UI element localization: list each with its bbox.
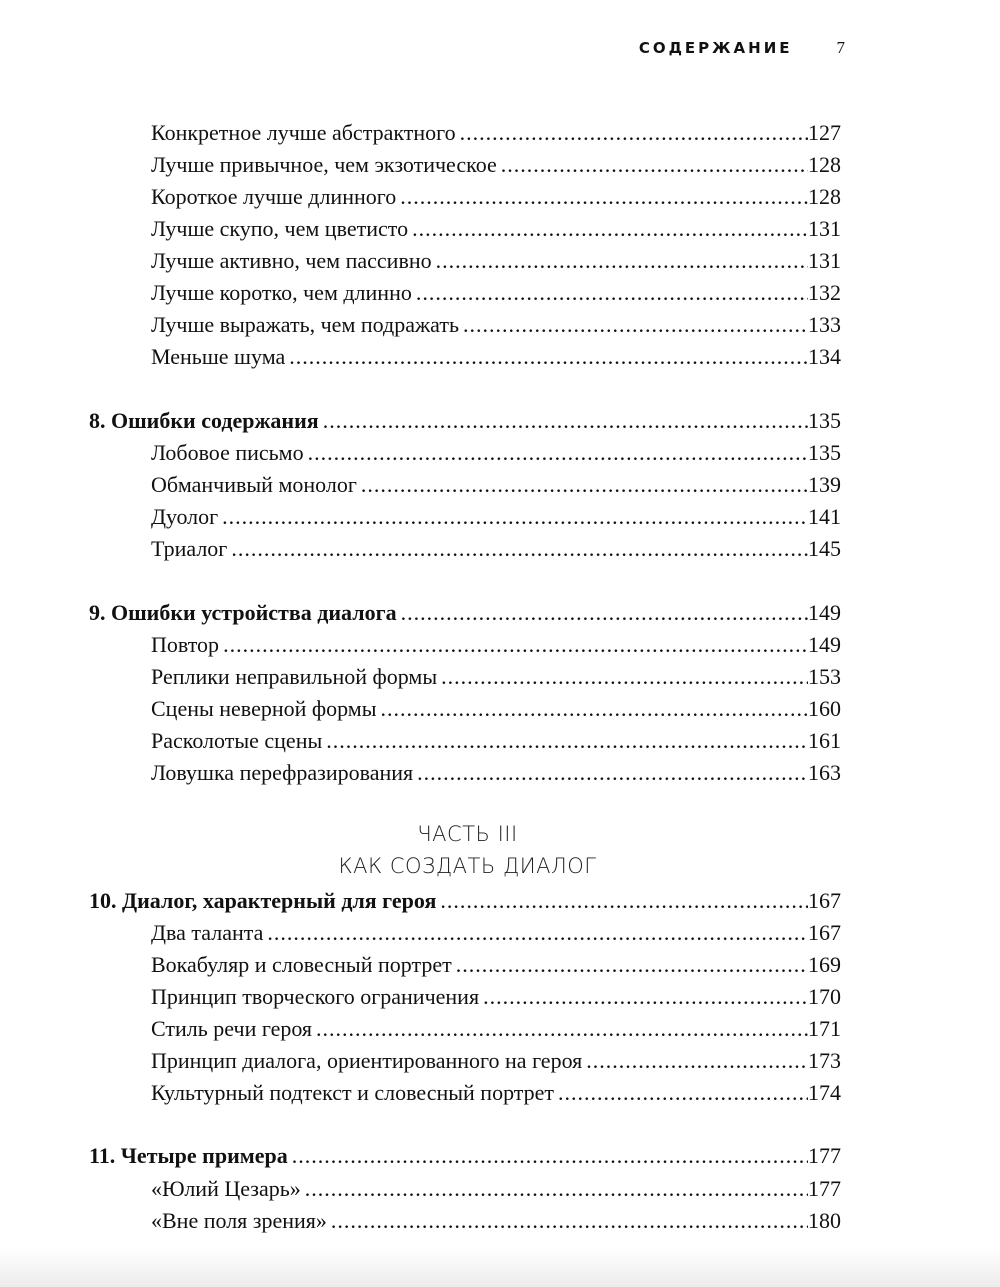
dot-leader [316, 1014, 808, 1044]
toc-entry-page: 132 [808, 280, 841, 305]
dot-leader [400, 182, 808, 212]
toc-entry-page: 177 [808, 1176, 841, 1201]
toc-entry-page: 131 [808, 248, 841, 273]
toc-entry[interactable] [151, 918, 841, 948]
toc-entry-title: Обманчивый монолог [151, 472, 357, 497]
toc-entry[interactable] [151, 246, 841, 276]
chapter-page: 149 [808, 600, 841, 625]
toc-entry[interactable] [151, 1206, 841, 1236]
toc-entry-page: 171 [808, 1016, 841, 1041]
dot-leader [416, 278, 808, 308]
toc-entry[interactable] [151, 182, 841, 212]
dot-leader [558, 1078, 808, 1108]
toc-entry-title: Два таланта [151, 920, 264, 945]
page-footer-shade [0, 1247, 1000, 1287]
toc-entry-title: Лучше привычное, чем экзотическое [151, 152, 497, 177]
toc-entry[interactable] [151, 118, 841, 148]
toc-chapter-10[interactable] [89, 886, 841, 916]
toc-entry[interactable] [151, 342, 841, 372]
toc-entry-page: 135 [808, 440, 841, 465]
toc-entry[interactable] [151, 150, 841, 180]
toc-entry[interactable] [151, 1078, 841, 1108]
dot-leader [460, 118, 808, 148]
toc-entry[interactable] [151, 982, 841, 1012]
toc-entry-title: «Вне поля зрения» [151, 1208, 327, 1233]
dot-leader [440, 886, 808, 916]
dot-leader [436, 246, 808, 276]
toc-entry-title: Повтор [151, 632, 220, 657]
toc-entry-title: «Юлий Цезарь» [151, 1176, 301, 1201]
toc-entry-page: 149 [808, 632, 841, 657]
dot-leader [267, 918, 808, 948]
toc-entry-page: 160 [808, 696, 841, 721]
toc-entry-title: Стиль речи героя [151, 1016, 313, 1041]
dot-leader [222, 502, 808, 532]
dot-leader [231, 534, 808, 564]
toc-entry-title: Культурный подтекст и словесный портрет [151, 1080, 555, 1105]
toc-entry[interactable] [151, 1046, 841, 1076]
toc-entry-title: Сцены неверной формы [151, 696, 377, 721]
toc-entry-title: Триалог [151, 536, 228, 561]
toc-entry-title: Ловушка перефразирования [151, 760, 414, 785]
toc-chapter-11[interactable] [89, 1141, 841, 1171]
toc-entry-title: Короткое лучше длинного [151, 184, 397, 209]
part-label: ЧАСТЬ III [417, 822, 518, 846]
toc-entry-page: 167 [808, 920, 841, 945]
toc-entry-page: 127 [808, 120, 841, 145]
chapter-title: 11. Четыре примера [89, 1143, 288, 1168]
toc-entry-title: Принцип диалога, ориентированного на героя [151, 1048, 583, 1073]
chapter-title: 10. Диалог, характерный для героя [89, 888, 437, 913]
dot-leader [361, 470, 808, 500]
toc-entry[interactable] [151, 758, 841, 788]
toc-entry-page: 161 [808, 728, 841, 753]
toc-entry-title: Лучше скупо, чем цветисто [151, 216, 409, 241]
toc-chapter-8[interactable] [89, 406, 841, 436]
dot-leader [381, 694, 809, 724]
toc-entry-page: 163 [808, 760, 841, 785]
dot-leader [292, 1141, 808, 1171]
dot-leader [326, 726, 808, 756]
toc-entry-page: 145 [808, 536, 841, 561]
toc-entry[interactable] [151, 310, 841, 340]
toc-entry[interactable] [151, 726, 841, 756]
toc-entry-title: Расколотые сцены [151, 728, 323, 753]
dot-leader [501, 150, 808, 180]
dot-leader [412, 214, 808, 244]
toc-entry[interactable] [151, 502, 841, 532]
running-head [639, 38, 845, 58]
toc-entry[interactable] [151, 950, 841, 980]
dot-leader [483, 982, 808, 1012]
dot-leader [305, 1174, 808, 1204]
dot-leader [323, 406, 808, 436]
toc-entry-title: Реплики неправильной формы [151, 664, 438, 689]
chapter-page: 167 [808, 888, 841, 913]
toc-entry-page: 141 [808, 504, 841, 529]
running-title: СОДЕРЖАНИЕ [638, 39, 793, 57]
dot-leader [401, 598, 808, 628]
toc-entry-title: Лобовое письмо [151, 440, 304, 465]
toc-entry-page: 134 [808, 344, 841, 369]
toc-entry[interactable] [151, 470, 841, 500]
toc-entry[interactable] [151, 278, 841, 308]
dot-leader [441, 662, 808, 692]
chapter-page: 135 [808, 408, 841, 433]
toc-entry-title: Лучше коротко, чем длинно [151, 280, 412, 305]
toc-entry-page: 173 [808, 1048, 841, 1073]
dot-leader [289, 342, 808, 372]
part-title: КАК СОЗДАТЬ ДИАЛОГ [338, 854, 597, 878]
dot-leader [308, 438, 808, 468]
chapter-title: 9. Ошибки устройства диалога [89, 600, 397, 625]
toc-entry-page: 139 [808, 472, 841, 497]
toc-entry-page: 131 [808, 216, 841, 241]
toc-entry-page: 133 [808, 312, 841, 337]
dot-leader [586, 1046, 808, 1076]
toc-entry-page: 128 [808, 152, 841, 177]
toc-entry[interactable] [151, 1014, 841, 1044]
dot-leader [223, 630, 808, 660]
toc-entry[interactable] [151, 438, 841, 468]
toc-entry[interactable] [151, 694, 841, 724]
toc-entry-page: 153 [808, 664, 841, 689]
toc-chapter-9[interactable] [89, 598, 841, 628]
toc-entry[interactable] [151, 1174, 841, 1204]
toc-entry[interactable] [151, 534, 841, 564]
toc-entry-page: 174 [808, 1080, 841, 1105]
running-page-number: 7 [836, 38, 845, 57]
toc-entry-page: 180 [808, 1208, 841, 1233]
toc-entry-title: Принцип творческого ограничения [151, 984, 480, 1009]
chapter-page: 177 [808, 1143, 841, 1168]
toc-entry-title: Лучше активно, чем пассивно [151, 248, 432, 273]
toc-entry[interactable] [151, 630, 841, 660]
toc-entry-page: 170 [808, 984, 841, 1009]
dot-leader [331, 1206, 808, 1236]
toc-entry[interactable] [151, 214, 841, 244]
toc-entry-page: 169 [808, 952, 841, 977]
toc-entry[interactable] [151, 662, 841, 692]
dot-leader [463, 310, 808, 340]
toc-entry-page: 128 [808, 184, 841, 209]
dot-leader [417, 758, 808, 788]
toc-entry-title: Лучше выражать, чем подражать [151, 312, 460, 337]
toc-entry-title: Конкретное лучше абстрактного [151, 120, 456, 145]
toc-entry-title: Вокабуляр и словесный портрет [151, 952, 452, 977]
dot-leader [456, 950, 808, 980]
toc-entry-title: Дуолог [151, 504, 219, 529]
chapter-title: 8. Ошибки содержания [89, 408, 319, 433]
toc-entry-title: Меньше шума [151, 344, 286, 369]
